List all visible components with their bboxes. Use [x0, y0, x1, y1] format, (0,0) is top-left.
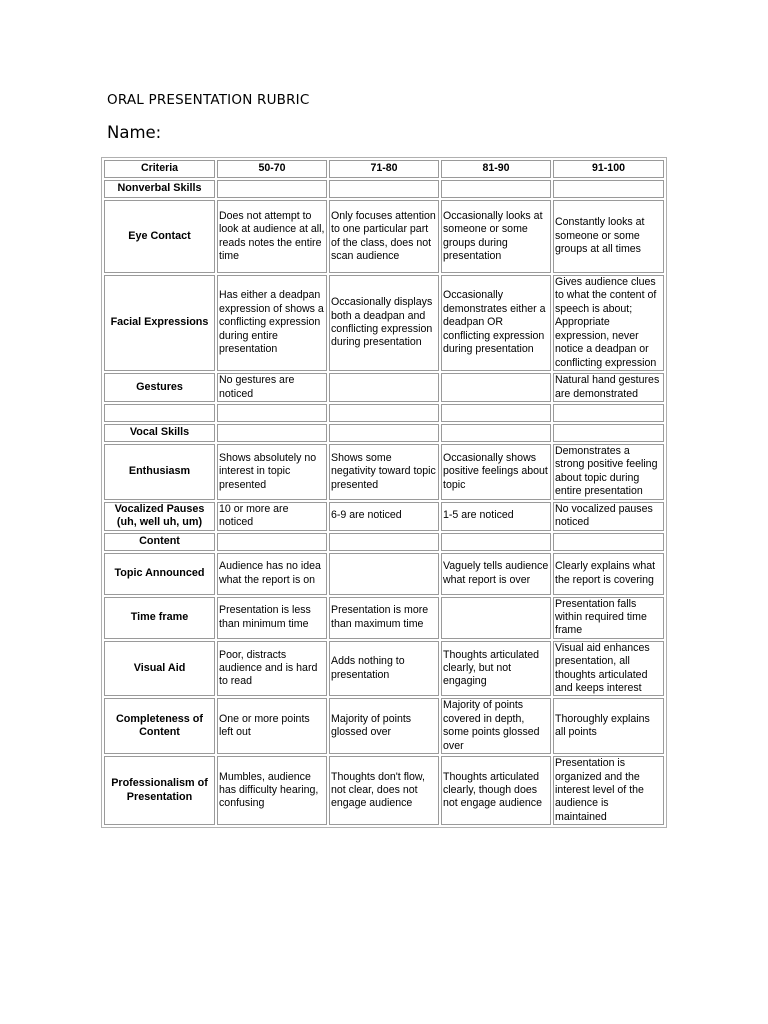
score-cell: No gestures are noticed — [217, 373, 327, 402]
score-cell: Thoughts don't flow, not clear, does not engage audience — [329, 756, 439, 825]
criteria-cell: Vocal Skills — [104, 424, 215, 442]
score-cell — [553, 404, 664, 422]
score-cell — [329, 533, 439, 551]
score-cell — [553, 180, 664, 198]
score-cell: One or more points left out — [217, 698, 327, 754]
criteria-cell: Professionalism of Presentation — [104, 756, 215, 825]
name-label: Name: — [107, 123, 162, 142]
score-cell: Occasionally looks at someone or some groups during presentation — [441, 200, 551, 273]
score-cell: Presentation is more than maximum time — [329, 597, 439, 639]
score-cell — [217, 424, 327, 442]
table-row-professionalism — [104, 756, 664, 825]
criteria-cell: Vocalized Pauses (uh, well uh, um) — [104, 502, 215, 531]
score-cell — [329, 424, 439, 442]
score-cell: Poor, distracts audience and is hard to read — [217, 641, 327, 697]
score-cell: Adds nothing to presentation — [329, 641, 439, 697]
table-row-time-frame — [104, 597, 664, 639]
score-cell: Only focuses attention to one particular part of the class, does not scan audience — [329, 200, 439, 273]
score-cell: Thoughts articulated clearly, though does not engage audience — [441, 756, 551, 825]
header-score-50-70: 50-70 — [217, 160, 327, 178]
score-cell — [441, 533, 551, 551]
score-cell: Presentation is organized and the interest level of the audience is maintained — [553, 756, 664, 825]
score-cell — [441, 373, 551, 402]
score-cell — [329, 404, 439, 422]
table-row-visual-aid — [104, 641, 664, 697]
score-cell: Majority of points glossed over — [329, 698, 439, 754]
score-cell: Thoroughly explains all points — [553, 698, 664, 754]
table-row-eye-contact — [104, 200, 664, 273]
score-cell: Demonstrates a strong positive feeling about topic during entire presentation — [553, 444, 664, 500]
score-cell — [553, 533, 664, 551]
score-cell: Clearly explains what the report is covering — [553, 553, 664, 595]
section-row-nonverbal — [104, 180, 664, 198]
table-row-vocalized-pauses — [104, 502, 664, 531]
criteria-cell: Gestures — [104, 373, 215, 402]
criteria-cell: Enthusiasm — [104, 444, 215, 500]
score-cell: 6-9 are noticed — [329, 502, 439, 531]
score-cell — [329, 553, 439, 595]
score-cell — [553, 424, 664, 442]
score-cell: Majority of points covered in depth, some points glossed over — [441, 698, 551, 754]
criteria-cell: Completeness of Content — [104, 698, 215, 754]
section-row-content — [104, 533, 664, 551]
score-cell: Occasionally shows positive feelings about topic — [441, 444, 551, 500]
header-score-71-80: 71-80 — [329, 160, 439, 178]
score-cell: Natural hand gestures are demonstrated — [553, 373, 664, 402]
score-cell — [441, 180, 551, 198]
criteria-cell: Eye Contact — [104, 200, 215, 273]
score-cell — [441, 424, 551, 442]
criteria-cell — [104, 404, 215, 422]
score-cell: Occasionally demonstrates either a deadpan OR conflicting expression during presentation — [441, 275, 551, 371]
score-cell: 1-5 are noticed — [441, 502, 551, 531]
score-cell — [217, 533, 327, 551]
rubric-table — [101, 157, 667, 828]
score-cell: Does not attempt to look at audience at all, reads notes the entire time — [217, 200, 327, 273]
score-cell: Presentation is less than minimum time — [217, 597, 327, 639]
score-cell: 10 or more are noticed — [217, 502, 327, 531]
score-cell: Thoughts articulated clearly, but not engaging — [441, 641, 551, 697]
header-score-91-100: 91-100 — [553, 160, 664, 178]
score-cell — [217, 180, 327, 198]
table-row-topic-announced — [104, 553, 664, 595]
criteria-cell: Facial Expressions — [104, 275, 215, 371]
section-row-vocal — [104, 424, 664, 442]
table-row-gestures — [104, 373, 664, 402]
score-cell: Has either a deadpan expression of shows a conflicting expression during entire presentation — [217, 275, 327, 371]
score-cell: No vocalized pauses noticed — [553, 502, 664, 531]
score-cell: Occasionally displays both a deadpan and conflicting expression during presentation — [329, 275, 439, 371]
score-cell — [329, 373, 439, 402]
score-cell: Presentation falls within required time frame — [553, 597, 664, 639]
score-cell — [441, 597, 551, 639]
score-cell: Mumbles, audience has difficulty hearing, confusing — [217, 756, 327, 825]
header-score-81-90: 81-90 — [441, 160, 551, 178]
header-criteria: Criteria — [104, 160, 215, 178]
score-cell: Constantly looks at someone or some groups at all times — [553, 200, 664, 273]
score-cell: Shows some negativity toward topic presented — [329, 444, 439, 500]
score-cell — [217, 404, 327, 422]
criteria-cell: Visual Aid — [104, 641, 215, 697]
score-cell: Shows absolutely no interest in topic presented — [217, 444, 327, 500]
table-row-blank — [104, 404, 664, 422]
criteria-cell: Nonverbal Skills — [104, 180, 215, 198]
criteria-cell: Time frame — [104, 597, 215, 639]
score-cell: Vaguely tells audience what report is over — [441, 553, 551, 595]
score-cell — [329, 180, 439, 198]
score-cell — [441, 404, 551, 422]
score-cell: Audience has no idea what the report is on — [217, 553, 327, 595]
table-header-row — [104, 160, 664, 178]
document-title: ORAL PRESENTATION RUBRIC — [107, 92, 310, 108]
table-row-enthusiasm — [104, 444, 664, 500]
criteria-cell: Topic Announced — [104, 553, 215, 595]
table-row-completeness — [104, 698, 664, 754]
score-cell: Visual aid enhances presentation, all thoughts articulated and keeps interest — [553, 641, 664, 697]
criteria-cell: Content — [104, 533, 215, 551]
table-row-facial-expressions — [104, 275, 664, 371]
score-cell: Gives audience clues to what the content of speech is about; Appropriate expression, never notice a deadpan or conflicting expression — [553, 275, 664, 371]
